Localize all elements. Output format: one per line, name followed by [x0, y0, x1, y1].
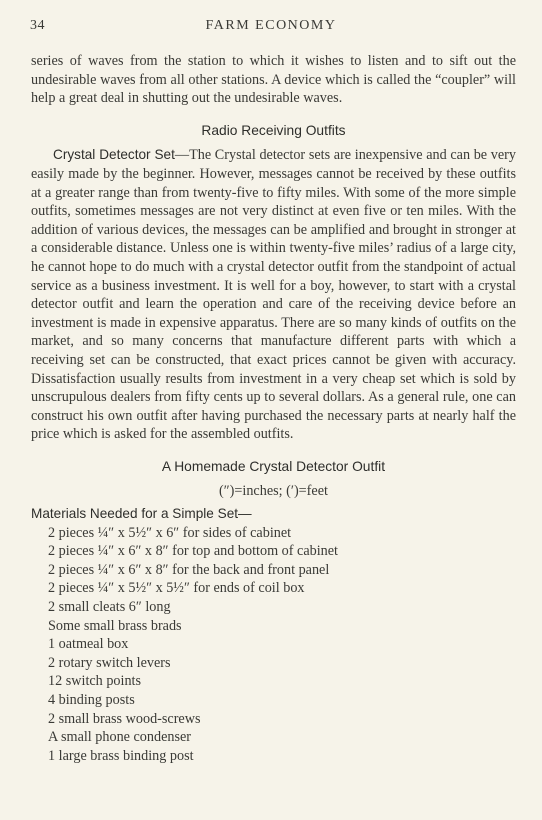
list-item: 1 large brass binding post [48, 747, 194, 764]
materials-list [31, 524, 516, 766]
list-item: Some small brass brads [48, 617, 182, 634]
list-item: 2 rotary switch levers [48, 654, 171, 671]
materials-heading: Materials Needed for a Simple Set— [31, 506, 252, 522]
page-number: 34 [30, 18, 45, 33]
units-legend: (″)=inches; (′)=feet [219, 483, 328, 500]
page-body [31, 52, 516, 765]
running-head: FARM ECONOMY [205, 18, 337, 33]
crystal-detector-paragraph [31, 146, 516, 444]
list-item: 1 oatmeal box [48, 636, 129, 653]
list-item: 2 pieces ¼″ x 6″ x 8″ for the back and front panel [48, 561, 330, 578]
list-item: 2 pieces ¼″ x 6″ x 8″ for top and bottom of cabinet [48, 543, 338, 560]
intro-paragraph: series of waves from the station to which it wishes to listen and to sift out the undesirable waves from all other stations. A device which is called the “coupler” will help a great deal in shutting out the undesirable waves. [31, 53, 516, 107]
list-item: 2 small cleats 6″ long [48, 599, 171, 616]
outfit-heading: A Homemade Crystal Detector Outfit [161, 458, 386, 474]
paragraph-lead: Crystal Detector Set [53, 147, 175, 163]
list-item: 12 switch points [48, 673, 142, 690]
list-item: 2 pieces ¼″ x 5½″ x 5½″ for ends of coil box [48, 580, 305, 597]
list-item: 4 binding posts [48, 692, 135, 708]
section-heading: Radio Receiving Outfits [201, 122, 346, 138]
page-header [30, 18, 512, 38]
list-item: 2 small brass wood-screws [48, 710, 201, 727]
list-item: A small phone condenser [48, 729, 192, 746]
paragraph-text: —The Crystal detector sets are inexpensive and can be very easily made by the beginner. However, messages cannot be received by these outfits at a greater range than from twenty-five to fifty miles. With some of the more simple outfits, sometimes messages are not very distinct at even five or ten miles. With the addition of various devices, the messages can be amplified and brought in stronger at a considerable distance. Unless one is within twenty-five miles’ radius of a large city, he cannot hope to do much with a crystal detector outfit from the standpoint of actual service as a business investment. It is well for a boy, however, to start with a crystal detector outfit and learn the operation and care of the receiving device before an investment is made in expensive apparatus. There are so many kinds of outfits on the market, and so many concerns that manufacture different parts with which a receiving set can be constructed, that exact prices cannot be given with accuracy. Dissatisfaction usually results from investment in a very cheap set which is sold by unscrupulous dealers from fifty cents up to several dollars. As a general rule, one can construct his own outfit after having purchased the necessary parts at nearly half the price which is asked for the assembled outfits. [31, 147, 516, 443]
list-item: 2 pieces ¼″ x 5½″ x 6″ for sides of cabinet [48, 524, 292, 541]
